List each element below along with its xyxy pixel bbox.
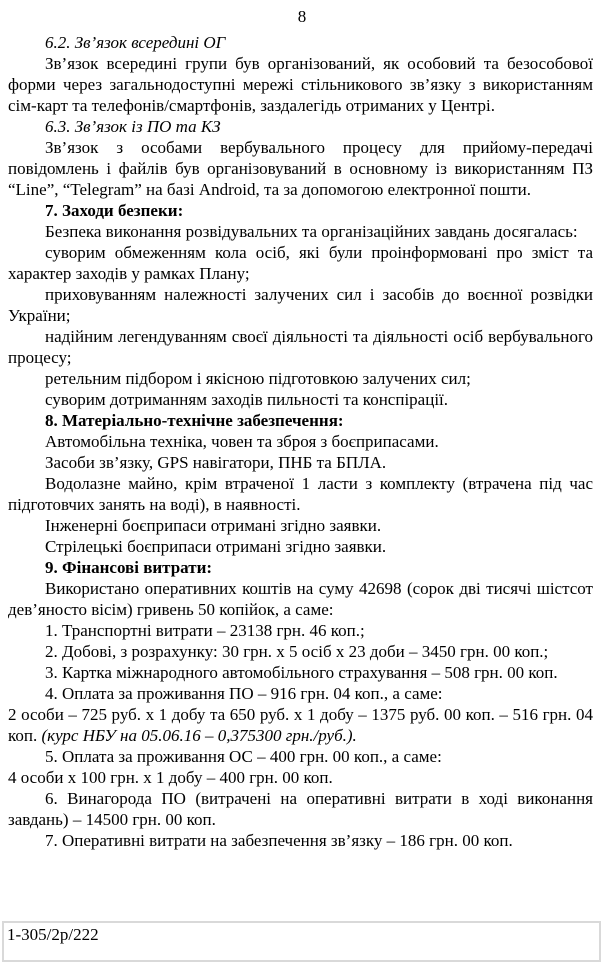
list-item-9-2: 2. Добові, з розрахунку: 30 грн. х 5 осіб х 23 доби – 3450 грн. 00 коп.; (45, 642, 549, 661)
paragraph-9-intro: Використано оперативних коштів на суму 42698 (сорок дві тисячі шістсот дев’яносто вісім) гривень 50 копійок, а саме: (8, 579, 593, 619)
list-item-9-5-detail: 4 особи х 100 грн. х 1 добу – 400 грн. 00 коп. (8, 768, 333, 787)
footer-reference-box (2, 921, 601, 962)
list-item-9-4-detail (8, 704, 593, 746)
list-item-7-1: суворим обмеженням кола осіб, які були проінформовані про зміст та характер заходів у рамках Плану; (8, 243, 593, 283)
list-item-7-2: приховуванням належності залучених сил і засобів до воєнної розвідки України; (8, 285, 593, 325)
paragraph-7-intro: Безпека виконання розвідувальних та організаційних завдань досягалась: (45, 222, 578, 241)
section-heading-9: 9. Фінансові витрати: (45, 558, 213, 577)
list-item-8-1: Автомобільна техніка, човен та зброя з боєприпасами. (45, 432, 439, 451)
list-item-8-5: Стрілецькі боєприпаси отримані згідно заявки. (45, 537, 387, 556)
footer-reference: 1-305/2р/222 (7, 925, 99, 944)
list-item-8-3: Водолазне майно, крім втраченої 1 ласти з комплекту (втрачена під час підготовчих занять на воді), в наявності. (8, 474, 593, 514)
paragraph-6-3: Зв’язок з особами вербувального процесу для прийому-передачі повідомлень і файлів був організовуваний в основному із використанням ПЗ “Line”, “Telegram” на базі Android, та за допомогою електронної пошти. (8, 138, 593, 199)
list-item-8-2: Засоби зв’язку, GPS навігатори, ПНБ та БПЛА. (45, 453, 387, 472)
list-item-7-4: ретельним підбором і якісною підготовкою залучених сил; (45, 369, 471, 388)
section-heading-7: 7. Заходи безпеки: (45, 201, 184, 220)
list-item-9-3: 3. Картка міжнародного автомобільного страхування – 508 грн. 00 коп. (45, 663, 558, 682)
list-item-9-5: 5. Оплата за проживання ОС – 400 грн. 00 коп., а саме: (45, 747, 442, 766)
section-heading-8: 8. Матеріально-технічне забезпечення: (45, 411, 344, 430)
section-heading-6-2: 6.2. Зв’язок всередині ОГ (45, 33, 226, 52)
exchange-rate-note: (курс НБУ на 05.06.16 – 0,375300 грн./руб.). (41, 726, 357, 745)
list-item-9-6: 6. Винагорода ПО (витрачені на оперативні витрати в ході виконання завдань) – 14500 грн. 00 коп. (8, 789, 593, 829)
document-body (0, 32, 604, 851)
paragraph-6-2: Зв’язок всередині групи був організований, як особовий та безособової форми через загальнодоступні мережі стільникового зв’язку з використанням сім-карт та телефонів/смартфонів, заздалегідь отриманих у Центрі. (8, 54, 593, 115)
detail-text: 2 особи – 725 руб. х 1 добу та 650 руб. х 1 добу – 1375 руб. 00 коп. – 516 грн. 04 коп. (8, 705, 593, 745)
list-item-7-3: надійним легендуванням своєї діяльності та діяльності осіб вербувального процесу; (8, 327, 593, 367)
list-item-9-1: 1. Транспортні витрати – 23138 грн. 46 коп.; (45, 621, 365, 640)
section-heading-6-3: 6.3. Зв’язок із ПО та КЗ (45, 117, 221, 136)
page-number: 8 (297, 7, 307, 26)
list-item-9-7: 7. Оперативні витрати на забезпечення зв’язку – 186 грн. 00 коп. (45, 831, 513, 850)
list-item-8-4: Інженерні боєприпаси отримані згідно заявки. (45, 516, 382, 535)
list-item-7-5: суворим дотриманням заходів пильності та конспірації. (45, 390, 449, 409)
list-item-9-4: 4. Оплата за проживання ПО – 916 грн. 04 коп., а саме: (45, 684, 443, 703)
